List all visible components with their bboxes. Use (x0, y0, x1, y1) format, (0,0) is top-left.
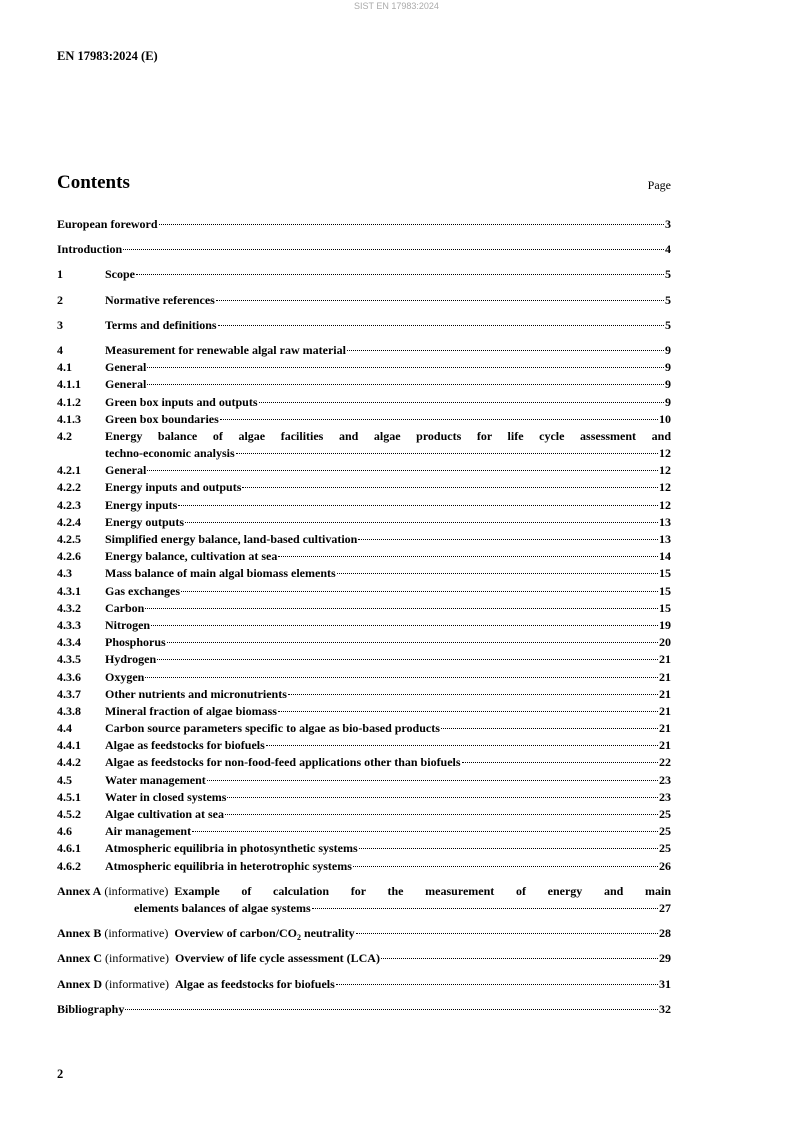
toc-entry-title[interactable]: Carbon source parameters specific to algae as bio-based products (105, 721, 440, 736)
toc-entry-page[interactable]: 15 (659, 600, 671, 615)
dot-leader (359, 848, 658, 849)
toc-entry[interactable] (57, 600, 671, 617)
toc-entry-title[interactable]: General (105, 360, 147, 375)
annex-page[interactable]: 31 (659, 976, 671, 991)
toc-entry-title[interactable]: Algae cultivation at sea (105, 807, 224, 821)
dot-leader (347, 350, 664, 351)
toc-entry-title[interactable]: Air management (105, 824, 192, 839)
annex-title-cont[interactable]: elements balances of algae systems (134, 900, 311, 915)
toc-entry-number: 2 (57, 292, 63, 307)
toc-entry[interactable] (57, 686, 671, 703)
dot-leader (159, 224, 664, 225)
dot-leader (220, 419, 658, 420)
dot-leader (147, 470, 658, 471)
toc-entry[interactable] (57, 241, 671, 258)
document-id: EN 17983:2024 (E) (57, 49, 158, 63)
toc-entry-page[interactable]: 25 (659, 841, 671, 856)
toc-bibliography[interactable] (57, 1001, 671, 1018)
subscript: 2 (296, 933, 301, 943)
toc-entry[interactable] (57, 462, 671, 479)
dot-leader (225, 814, 658, 815)
annex-title[interactable] (175, 976, 335, 993)
dot-leader (337, 573, 658, 574)
toc-entry-page[interactable]: 19 (659, 617, 671, 632)
toc-entry[interactable] (57, 514, 671, 531)
toc-entry-title[interactable]: Nitrogen (105, 617, 151, 632)
dot-leader (312, 908, 658, 909)
toc-entry-title[interactable]: Terms and definitions (105, 317, 217, 332)
toc-entry-number: 4.3 (57, 566, 72, 581)
toc-entry-page[interactable]: 15 (659, 566, 671, 581)
toc-entry-title[interactable]: Water in closed systems (105, 789, 227, 804)
toc-entry-title[interactable]: Measurement for renewable algal raw material (105, 342, 346, 357)
dot-leader (147, 384, 664, 385)
toc-entry-number: 4.3.7 (57, 686, 81, 701)
annex-label[interactable]: Annex A (57, 883, 102, 898)
dot-leader (125, 1009, 658, 1010)
toc-entry-title-cont[interactable]: techno-economic analysis (105, 446, 235, 461)
toc-entry-number: 4.2.6 (57, 549, 81, 564)
annex-page[interactable]: 27 (659, 900, 671, 915)
toc-entry-number: 4.2.3 (57, 497, 81, 512)
toc-entry-page[interactable]: 25 (659, 807, 671, 821)
page-number: 2 (57, 1067, 64, 1081)
dot-leader (185, 522, 658, 523)
toc-entry-page[interactable]: 22 (659, 755, 671, 770)
toc-entry-title[interactable]: Green box boundaries (105, 411, 219, 426)
dot-leader (227, 797, 658, 798)
toc-entry-number: 4.2.4 (57, 514, 81, 529)
toc-entry-number: 4.5 (57, 772, 72, 787)
toc-entry-title[interactable]: Phosphorus (105, 635, 166, 650)
dot-leader (157, 659, 658, 660)
toc-entry-page[interactable]: 14 (659, 549, 671, 564)
toc-entry-title[interactable]: European foreword (57, 217, 158, 231)
toc-annex-entry[interactable] (57, 950, 671, 967)
toc-entry-number: 4.2 (57, 428, 72, 443)
toc-entry[interactable] (57, 565, 671, 582)
toc-entry-number: 4.3.1 (57, 583, 81, 598)
annex-title-text: Overview of carbon/CO (174, 926, 297, 941)
dot-leader (242, 487, 658, 488)
toc-entry[interactable] (57, 754, 671, 771)
toc-entry-page[interactable]: 5 (665, 317, 671, 332)
dot-leader (207, 780, 658, 781)
toc-entry[interactable] (57, 411, 671, 428)
toc-entry-number: 4.1 (57, 360, 72, 375)
annex-label[interactable]: Annex D (57, 976, 103, 991)
toc-entry-page[interactable]: 4 (665, 242, 671, 257)
toc-entry-page[interactable]: 9 (665, 377, 671, 392)
dot-leader (136, 274, 664, 275)
toc-entry-page[interactable]: 15 (659, 583, 671, 598)
toc-entry-page[interactable]: 26 (659, 858, 671, 873)
toc-entry[interactable] (57, 394, 671, 411)
toc-entry[interactable] (57, 737, 671, 754)
annex-page[interactable]: 28 (659, 926, 671, 941)
toc-entry[interactable] (57, 651, 671, 668)
toc-entry-number: 4.3.8 (57, 703, 81, 718)
toc-entry-title[interactable]: Mass balance of main algal biomass elements (105, 566, 336, 581)
toc-entry[interactable] (57, 772, 671, 789)
toc-entry-title[interactable]: Energy outputs (105, 514, 185, 529)
dot-leader (259, 402, 665, 403)
toc-entry-page[interactable]: 3 (665, 217, 671, 231)
table-of-contents (57, 216, 671, 1018)
toc-entry[interactable] (57, 376, 671, 393)
toc-entry-title[interactable]: General (105, 463, 147, 478)
dot-leader (358, 539, 658, 540)
dot-leader (218, 325, 664, 326)
toc-entry-page[interactable]: 13 (659, 532, 671, 546)
toc-entry-number: 4.4.1 (57, 738, 81, 753)
toc-entry-title[interactable]: Mineral fraction of algae biomass (105, 703, 277, 718)
toc-entry-title[interactable]: Energy inputs and outputs (105, 480, 242, 495)
toc-entry[interactable] (57, 266, 671, 283)
toc-entry[interactable] (57, 703, 671, 720)
toc-entry-title[interactable]: Algae as feedstocks for non-food-feed applications other than biofuels (105, 755, 461, 770)
dot-leader (336, 984, 658, 985)
toc-entry-page[interactable]: 21 (659, 738, 671, 753)
toc-entry[interactable] (57, 823, 671, 840)
toc-entry-page[interactable]: 12 (659, 463, 671, 478)
annex-type: (informative) (104, 926, 169, 941)
toc-entry-page[interactable]: 21 (659, 721, 671, 736)
toc-entry-number: 4.3.5 (57, 652, 81, 667)
annex-title-after: neutrality (300, 926, 355, 941)
dot-leader (216, 300, 664, 301)
toc-entry[interactable] (57, 806, 671, 823)
toc-entry-title[interactable]: Introduction (57, 242, 123, 257)
toc-entry[interactable] (57, 317, 671, 334)
toc-entry-number: 4.2.2 (57, 480, 81, 495)
toc-entry-number: 4.2.5 (57, 532, 81, 546)
dot-leader (123, 249, 664, 250)
toc-entry-page[interactable]: 23 (659, 789, 671, 804)
annex-type: (informative) (105, 951, 169, 966)
dot-leader (266, 745, 658, 746)
toc-entry-title[interactable]: Green box inputs and outputs (105, 394, 258, 409)
toc-entry-page[interactable]: 9 (665, 394, 671, 409)
toc-entry-title[interactable]: Normative references (105, 292, 215, 307)
toc-entry-page[interactable]: 21 (659, 669, 671, 684)
toc-entry-number: 4.3.4 (57, 635, 81, 650)
annex-title[interactable] (174, 925, 354, 942)
toc-entry-title[interactable]: Algae as feedstocks for biofuels (105, 738, 265, 753)
annex-title-text: Algae as feedstocks for biofuels (175, 976, 335, 991)
bibliography-title[interactable]: Bibliography (57, 1001, 125, 1016)
toc-entry[interactable] (57, 342, 671, 359)
toc-entry[interactable] (57, 583, 671, 600)
toc-annex-entry[interactable] (57, 976, 671, 993)
contents-title: Contents (57, 172, 130, 193)
toc-entry-number: 4.6.2 (57, 858, 81, 873)
dot-leader (278, 556, 658, 557)
toc-entry-number: 4.5.1 (57, 789, 81, 804)
dot-leader (441, 728, 658, 729)
toc-entry-page[interactable]: 10 (659, 411, 671, 426)
toc-entry-page[interactable]: 5 (665, 267, 671, 282)
toc-entry[interactable] (57, 720, 671, 737)
toc-entry-page[interactable]: 21 (659, 652, 671, 667)
toc-entry-number: 4.6 (57, 824, 72, 839)
dot-leader (147, 367, 664, 368)
toc-entry-page[interactable]: 12 (659, 497, 671, 512)
toc-entry-title[interactable]: Carbon (105, 600, 145, 615)
dot-leader (167, 642, 658, 643)
toc-entry-number: 4.3.3 (57, 617, 81, 632)
dot-leader (381, 958, 658, 959)
toc-entry-number: 4.4.2 (57, 755, 81, 770)
toc-entry-page[interactable]: 21 (659, 686, 671, 701)
toc-entry[interactable] (57, 531, 671, 548)
annex-title[interactable]: Example of calculation for the measurement of energy and main (174, 883, 671, 898)
watermark: SIST EN 17983:2024 (354, 1, 439, 11)
annex-title[interactable] (175, 950, 380, 967)
annex-title-text: Overview of life cycle assessment (LCA) (175, 951, 380, 966)
toc-entry-page[interactable]: 13 (659, 514, 671, 529)
toc-entry[interactable] (57, 292, 671, 309)
toc-entry-title[interactable]: Water management (105, 772, 206, 787)
dot-leader (356, 933, 658, 934)
toc-entry-title[interactable]: Atmospheric equilibria in heterotrophic systems (105, 858, 352, 873)
toc-entry[interactable] (57, 548, 671, 565)
toc-entry-title[interactable]: Scope (105, 267, 135, 282)
toc-entry-page[interactable]: 9 (665, 360, 671, 375)
page-column-header: Page (647, 178, 671, 192)
toc-entry-page[interactable]: 20 (659, 635, 671, 650)
dot-leader (145, 608, 658, 609)
annex-label[interactable]: Annex B (57, 926, 102, 941)
toc-entry[interactable] (57, 840, 671, 857)
annex-type: (informative) (105, 976, 169, 991)
toc-entry-title[interactable]: Gas exchanges (105, 583, 180, 598)
toc-entry-number: 4.3.6 (57, 669, 81, 684)
toc-entry-number: 4.1.1 (57, 377, 81, 392)
dot-leader (462, 762, 658, 763)
toc-entry-page[interactable]: 23 (659, 772, 671, 787)
toc-entry-number: 4.6.1 (57, 841, 81, 856)
toc-entry-number: 4.1.3 (57, 411, 81, 426)
toc-entry[interactable] (57, 858, 671, 875)
dot-leader (236, 453, 658, 454)
dot-leader (353, 866, 658, 867)
toc-annex-continuation[interactable] (57, 900, 671, 917)
toc-entry-number: 4.5.2 (57, 807, 81, 821)
toc-entry-title[interactable]: Energy inputs (105, 497, 178, 512)
annex-label[interactable]: Annex C (57, 951, 103, 966)
toc-entry-page[interactable]: 12 (659, 480, 671, 495)
toc-entry-page[interactable]: 21 (659, 703, 671, 718)
toc-entry-page[interactable]: 9 (665, 342, 671, 357)
toc-entry-title[interactable]: Other nutrients and micronutrients (105, 686, 287, 701)
toc-annex-entry[interactable] (57, 925, 671, 942)
toc-entry[interactable] (57, 669, 671, 686)
toc-entry-page[interactable]: 5 (665, 292, 671, 307)
toc-entry-page[interactable]: 25 (659, 824, 671, 839)
dot-leader (192, 831, 658, 832)
bibliography-page[interactable]: 32 (659, 1001, 671, 1016)
dot-leader (151, 625, 658, 626)
annex-type: (informative) (104, 883, 169, 898)
dot-leader (278, 711, 658, 712)
toc-entry-title[interactable]: General (105, 377, 147, 392)
toc-entry-number: 3 (57, 317, 63, 332)
toc-entry[interactable] (57, 359, 671, 376)
toc-entry-title[interactable]: Simplified energy balance, land-based cultivation (105, 532, 358, 546)
toc-entry-title[interactable]: Atmospheric equilibria in photosynthetic systems (105, 841, 358, 856)
dot-leader (181, 591, 658, 592)
annex-page[interactable]: 29 (659, 951, 671, 966)
toc-entry[interactable] (57, 617, 671, 634)
toc-entry-page[interactable]: 12 (659, 446, 671, 461)
dot-leader (288, 694, 658, 695)
toc-entry-continuation[interactable] (57, 445, 671, 462)
toc-entry-number: 4.3.2 (57, 600, 81, 615)
toc-entry-number: 1 (57, 267, 63, 282)
toc-annex-entry[interactable] (57, 883, 671, 900)
toc-entry-number: 4 (57, 342, 63, 357)
toc-entry[interactable] (57, 428, 671, 445)
toc-entry[interactable] (57, 789, 671, 806)
dot-leader (145, 677, 658, 678)
toc-entry-title[interactable]: Energy balance of algae facilities and algae products for life cycle assessment and (105, 428, 671, 443)
toc-entry[interactable] (57, 479, 671, 496)
toc-entry-title[interactable]: Hydrogen (105, 652, 157, 667)
toc-entry-title[interactable]: Energy balance, cultivation at sea (105, 549, 278, 564)
toc-entry-number: 4.2.1 (57, 463, 81, 478)
dot-leader (178, 505, 658, 506)
toc-entry-title[interactable]: Oxygen (105, 669, 145, 684)
toc-entry[interactable] (57, 634, 671, 651)
toc-entry-number: 4.4 (57, 721, 72, 736)
toc-entry-number: 4.1.2 (57, 394, 81, 409)
toc-entry[interactable] (57, 216, 671, 233)
toc-entry[interactable] (57, 497, 671, 514)
